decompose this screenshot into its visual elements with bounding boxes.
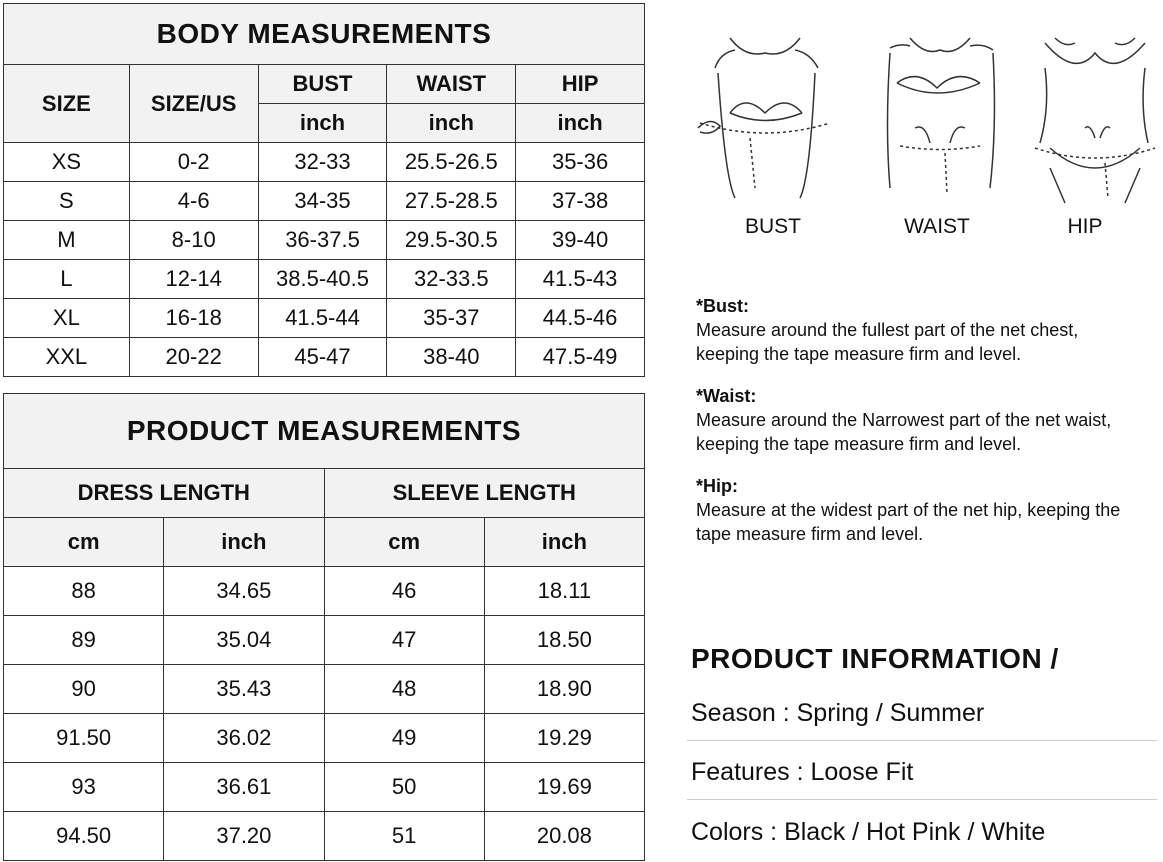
table-row <box>4 299 645 338</box>
header-hip-unit: inch <box>516 104 645 143</box>
dress-cm-cell: 94.50 <box>4 812 164 861</box>
dress-cm-cell: 89 <box>4 616 164 665</box>
sleeve-inch-cell: 20.08 <box>484 812 644 861</box>
bust-figure-illustration <box>690 28 840 208</box>
size-us-cell: 8-10 <box>129 221 258 260</box>
hip-note-title: *Hip: <box>696 476 738 496</box>
size-cell: S <box>4 182 130 221</box>
header-dress-inch: inch <box>164 518 324 567</box>
table-row <box>4 665 645 714</box>
dress-cm-cell: 91.50 <box>4 714 164 763</box>
header-bust: BUST <box>258 65 387 104</box>
sleeve-cm-cell: 46 <box>324 567 484 616</box>
hip-note <box>696 474 1146 546</box>
header-sleeve-length: SLEEVE LENGTH <box>324 469 645 518</box>
dress-cm-cell: 90 <box>4 665 164 714</box>
dress-inch-cell: 35.04 <box>164 616 324 665</box>
header-waist: WAIST <box>387 65 516 104</box>
table-row <box>4 260 645 299</box>
size-cell: L <box>4 260 130 299</box>
dress-inch-cell: 36.61 <box>164 763 324 812</box>
sleeve-inch-cell: 18.11 <box>484 567 644 616</box>
hip-figure-illustration <box>1030 28 1160 208</box>
size-us-cell: 0-2 <box>129 143 258 182</box>
bust-cell: 34-35 <box>258 182 387 221</box>
waist-figure-label: WAIST <box>904 215 970 238</box>
sleeve-inch-cell: 19.29 <box>484 714 644 763</box>
hip-note-text: Measure at the widest part of the net hip, keeping the tape measure firm and level. <box>696 500 1121 544</box>
waist-note-text: Measure around the Narrowest part of the net waist, keeping the tape measure firm and level. <box>696 410 1112 454</box>
size-us-cell: 16-18 <box>129 299 258 338</box>
dress-inch-cell: 36.02 <box>164 714 324 763</box>
size-cell: XXL <box>4 338 130 377</box>
bust-cell: 36-37.5 <box>258 221 387 260</box>
waist-note <box>696 384 1146 456</box>
waist-cell: 35-37 <box>387 299 516 338</box>
header-hip: HIP <box>516 65 645 104</box>
divider <box>687 799 1157 800</box>
dress-cm-cell: 93 <box>4 763 164 812</box>
sleeve-cm-cell: 51 <box>324 812 484 861</box>
hip-cell: 44.5-46 <box>516 299 645 338</box>
sleeve-cm-cell: 50 <box>324 763 484 812</box>
sleeve-inch-cell: 19.69 <box>484 763 644 812</box>
dress-cm-cell: 88 <box>4 567 164 616</box>
bust-cell: 41.5-44 <box>258 299 387 338</box>
size-us-cell: 12-14 <box>129 260 258 299</box>
table-row <box>4 567 645 616</box>
sleeve-inch-cell: 18.50 <box>484 616 644 665</box>
table-row <box>4 143 645 182</box>
body-measurements-title: BODY MEASUREMENTS <box>4 4 645 65</box>
table-row <box>4 221 645 260</box>
hip-cell: 35-36 <box>516 143 645 182</box>
header-size: SIZE <box>4 65 130 143</box>
table-row <box>4 338 645 377</box>
waist-note-title: *Waist: <box>696 386 757 406</box>
sleeve-cm-cell: 48 <box>324 665 484 714</box>
table-row <box>4 182 645 221</box>
bust-note <box>696 294 1146 366</box>
dress-inch-cell: 34.65 <box>164 567 324 616</box>
header-dress-cm: cm <box>4 518 164 567</box>
product-measurements-table <box>3 393 645 861</box>
waist-figure-illustration <box>875 28 1005 208</box>
sleeve-inch-cell: 18.90 <box>484 665 644 714</box>
header-bust-unit: inch <box>258 104 387 143</box>
bust-cell: 38.5-40.5 <box>258 260 387 299</box>
header-sleeve-inch: inch <box>484 518 644 567</box>
header-dress-length: DRESS LENGTH <box>4 469 325 518</box>
sleeve-cm-cell: 49 <box>324 714 484 763</box>
table-row <box>4 812 645 861</box>
waist-cell: 32-33.5 <box>387 260 516 299</box>
header-sleeve-cm: cm <box>324 518 484 567</box>
bust-cell: 32-33 <box>258 143 387 182</box>
bust-figure-label: BUST <box>744 215 801 238</box>
size-cell: M <box>4 221 130 260</box>
bust-note-text: Measure around the fullest part of the net chest, keeping the tape measure firm and level. <box>696 320 1079 364</box>
size-cell: XS <box>4 143 130 182</box>
hip-figure-label: HIP <box>1067 215 1103 238</box>
product-measurements-title: PRODUCT MEASUREMENTS <box>4 394 645 469</box>
dress-inch-cell: 35.43 <box>164 665 324 714</box>
dress-inch-cell: 37.20 <box>164 812 324 861</box>
bust-cell: 45-47 <box>258 338 387 377</box>
table-row <box>4 763 645 812</box>
sleeve-cm-cell: 47 <box>324 616 484 665</box>
measurement-notes <box>696 294 1146 564</box>
product-information-title: PRODUCT INFORMATION / <box>691 643 1059 674</box>
waist-cell: 29.5-30.5 <box>387 221 516 260</box>
waist-cell: 27.5-28.5 <box>387 182 516 221</box>
hip-cell: 39-40 <box>516 221 645 260</box>
size-us-cell: 20-22 <box>129 338 258 377</box>
body-measurements-table <box>3 3 645 377</box>
size-cell: XL <box>4 299 130 338</box>
table-row <box>4 714 645 763</box>
header-size-us: SIZE/US <box>129 65 258 143</box>
bust-note-title: *Bust: <box>696 296 749 316</box>
waist-cell: 25.5-26.5 <box>387 143 516 182</box>
features-info: Features : Loose Fit <box>691 758 914 786</box>
hip-cell: 37-38 <box>516 182 645 221</box>
hip-cell: 47.5-49 <box>516 338 645 377</box>
size-us-cell: 4-6 <box>129 182 258 221</box>
divider <box>687 740 1157 741</box>
season-info: Season : Spring / Summer <box>691 699 985 727</box>
colors-info: Colors : Black / Hot Pink / White <box>691 818 1046 846</box>
table-row <box>4 616 645 665</box>
waist-cell: 38-40 <box>387 338 516 377</box>
header-waist-unit: inch <box>387 104 516 143</box>
hip-cell: 41.5-43 <box>516 260 645 299</box>
